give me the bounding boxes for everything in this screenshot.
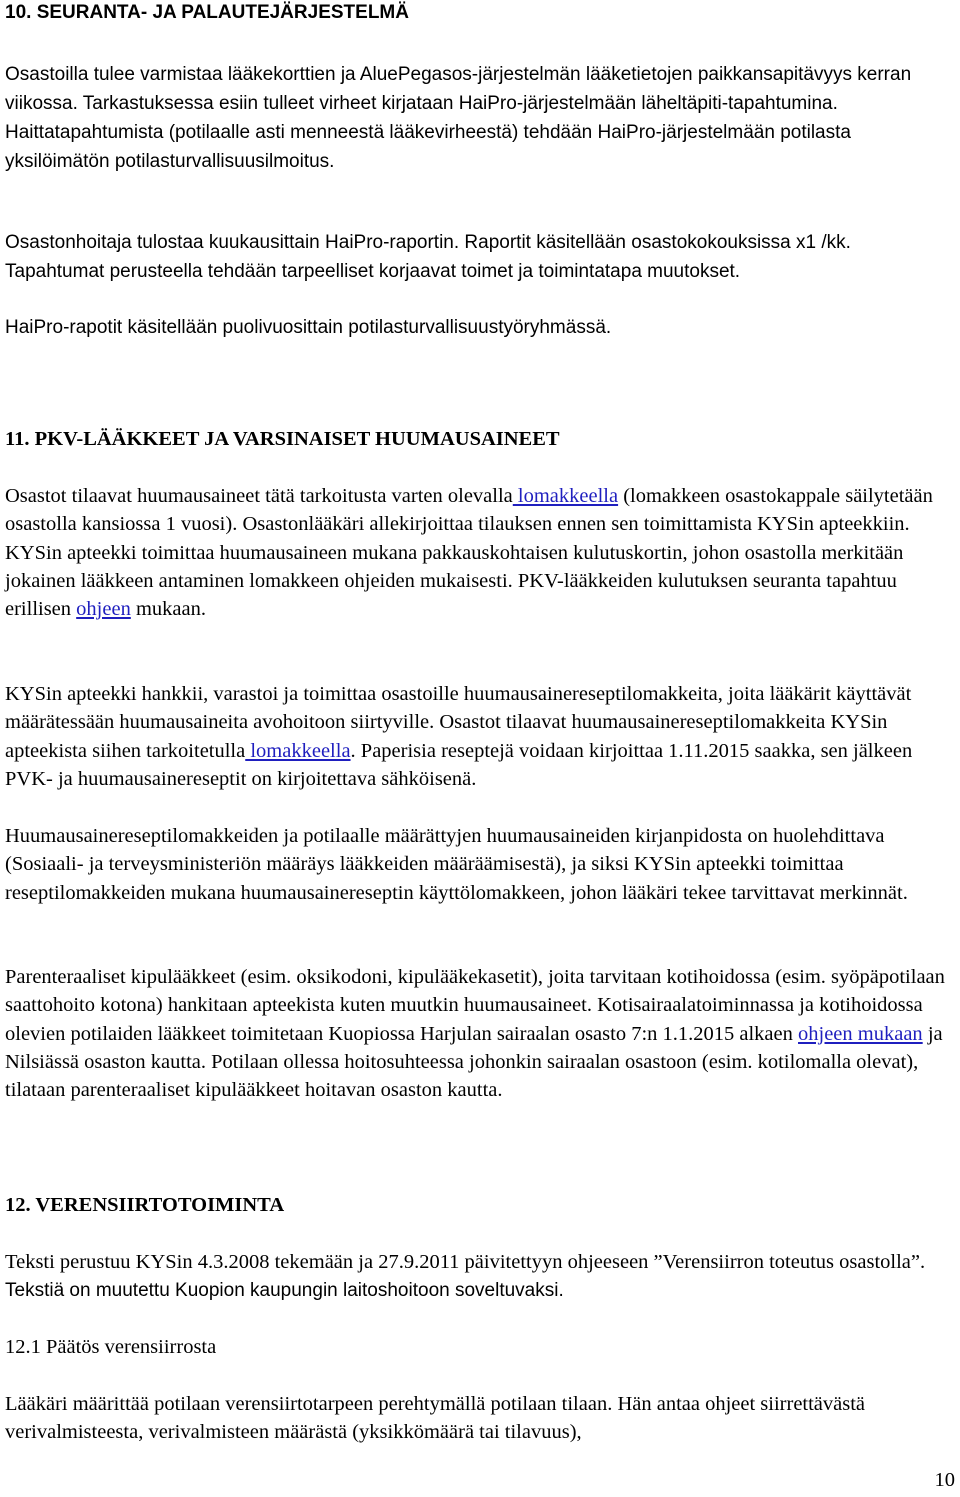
text-run: Osastot tilaavat huumausaineet tätä tarkoitusta varten olevalla <box>5 485 513 507</box>
section-10-paragraph-2: Osastonhoitaja tulostaa kuukausittain HaiPro-raportin. Raportit käsitellään osastokokouksissa x1 /kk. Tapahtumat perusteella tehdään tarpeelliset korjaavat toimet ja toimintatapa muutokset. <box>5 232 851 282</box>
ohjeen-mukaan-link[interactable]: ohjeen mukaan <box>798 1022 923 1045</box>
section-10-paragraph-1: Osastoilla tulee varmistaa lääkekorttien ja AluePegasos-järjestelmän lääketietojen paikkansapitävyys kerran viikossa. Tarkastuksessa esiin tulleet virheet kirjataan HaiPro-järjestelmään läheltäpiti-tapahtumina. Haittatapahtumista (potilaalle asti menneestä lääkevirheestä) tehdään HaiPro-järjestelmään potilasta yksilöimätön potilasturvallisuusilmoitus. <box>5 64 912 172</box>
section-12-heading: 12. VERENSIIRTOTOIMINTA <box>5 1194 285 1216</box>
text-run-sans: Tekstiä on muutettu Kuopion kaupungin laitoshoitoon soveltuvaksi. <box>5 1280 564 1302</box>
section-11-paragraph-1 <box>5 482 950 623</box>
text-run: KYSin apteekki hankkii, varastoi ja toimittaa osastoille huumausainereseptilomakkeita, joita lääkärit käyttävät määrätessään huumausaineita avohoitoon siirtyville. Osastot tilaavat huumausainereseptilomakkeita KYSin apteekista siihen tarkoitetulla <box>5 683 912 762</box>
section-11-heading: 11. PKV-LÄÄKKEET JA VARSINAISET HUUMAUSAINEET <box>5 428 560 450</box>
ohjeen-link[interactable]: ohjeen <box>76 598 131 621</box>
section-12-1-heading: 12.1 Päätös verensiirrosta <box>5 1336 217 1358</box>
lomakkeella-link[interactable]: lomakkeella <box>512 485 619 507</box>
text-run: mukaan. <box>130 598 206 621</box>
section-11-paragraph-4 <box>5 963 950 1104</box>
lomakkeella-link-2[interactable]: lomakkeella <box>245 739 351 762</box>
text-run: . Paperisia reseptejä voidaan kirjoittaa 1.11.2015 saakka, sen jälkeen PVK- ja huumausainereseptit on kirjoitettava sähköisenä. <box>5 739 913 790</box>
text-run: Parenteraaliset kipulääkkeet (esim. oksikodoni, kipulääkekasetit), joita tarvitaan kotihoidossa (esim. syöpäpotilaan saattohoito kotona) hankitaan apteekista kuten muutkin huumausaineet. Kotisairaalatoiminnassa ja kotihoidossa olevien potilaiden lääkkeet toimitetaan Kuopiossa Harjulan sairaalan osasto 7:n 1.1.2015 alkaen <box>5 966 945 1045</box>
page-number: 10 <box>934 1469 955 1491</box>
text-run: Teksti perustuu KYSin 4.3.2008 tekemään ja 27.9.2011 päivitettyyn ohjeeseen ”Verensiirron toteutus osastolla”. <box>5 1251 926 1273</box>
section-11-paragraph-3: Huumausainereseptilomakkeiden ja potilaalle määrättyjen huumausaineiden kirjanpidosta on huolehdittava (Sosiaali- ja terveysministeriön määräys lääkkeiden määräämisestä), ja siksi KYSin apteekki toimittaa reseptilomakkeiden mukana huumausainereseptin käyttölomakkeen, johon lääkäri tekee tarvittavat merkinnät. <box>5 825 908 904</box>
text-run: (lomakkeen osastokappale säilytetään osastolla kansiossa 1 vuosi). Osastonlääkäri allekirjoittaa tilauksen ennen sen toimittamista KYSin apteekkiin. KYSin apteekki toimittaa huumausaineen mukana pakkauskohtaisen kulutuskortin, johon osastolla merkitään jokainen lääkkeen antaminen lomakkeen ohjeiden mukaisesti. PKV-lääkkeiden kulutuksen seuranta tapahtuu erillisen <box>5 485 933 621</box>
text-run: ja Nilsiässä osaston kautta. Potilaan ollessa hoitosuhteessa johonkin sairaalan osastoon (esim. kotilomalla olevat), tilataan parenteraaliset kipulääkkeet hoitavan osaston kautta. <box>5 1022 943 1102</box>
section-12-paragraph-2: Lääkäri määrittää potilaan verensiirtotarpeen perehtymällä potilaan tilaan. Hän antaa ohjeet siirrettävästä verivalmisteesta, verivalmisteen määrästä (yksikkömäärä tai tilavuus), <box>5 1393 866 1444</box>
section-10-heading: 10. SEURANTA- JA PALAUTEJÄRJESTELMÄ <box>5 2 409 23</box>
section-12-paragraph-1 <box>5 1248 950 1306</box>
section-11-paragraph-2 <box>5 680 950 793</box>
section-10-paragraph-3: HaiPro-rapotit käsitellään puolivuosittain potilasturvallisuustyöryhmässä. <box>5 317 612 338</box>
